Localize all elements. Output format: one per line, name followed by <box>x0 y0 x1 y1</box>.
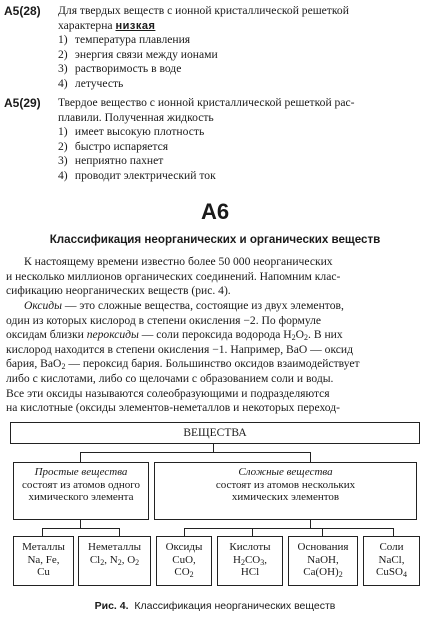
option-label: имеет высокую плотность <box>74 125 205 139</box>
question-text <box>58 96 424 125</box>
text-fragment: — пероксид бария. Большинство оксидов взаимодействует <box>65 357 360 371</box>
box-examples: Na, Fe, Cu <box>27 553 60 578</box>
root-label: ВЕЩЕСТВА <box>183 427 247 439</box>
box-title: Соли <box>379 541 404 553</box>
subscript: 2 <box>338 570 343 579</box>
answer-option <box>58 48 424 63</box>
subscript: 3 <box>260 557 265 567</box>
option-number: 3) <box>58 154 68 168</box>
box-examples <box>90 554 139 566</box>
formula: H <box>233 553 241 566</box>
box-title: Простые вещества <box>34 466 128 478</box>
option-label: быстро испаряется <box>74 139 169 153</box>
caption-text: Классификация неорганических веществ <box>134 600 336 612</box>
connector-line <box>310 452 311 462</box>
formula: NaCl, <box>378 553 405 566</box>
connector-line <box>393 528 394 536</box>
text-line: сификацию неорганических веществ (рис. 4). <box>6 284 231 298</box>
answer-option <box>58 77 424 92</box>
option-label: энергия связи между ионами <box>74 47 218 61</box>
connector-line <box>184 528 185 536</box>
paragraph-intro <box>6 255 424 299</box>
subscript: 2 <box>291 333 296 343</box>
caption-label: Рис. 4. <box>94 600 129 612</box>
formula: CO <box>174 566 190 578</box>
connector-line <box>213 443 214 452</box>
text-line: на кислотные (оксиды элементов-неметаллов и некоторых переход- <box>6 401 341 415</box>
option-label: растворимость в воде <box>74 62 182 76</box>
connector-line <box>42 528 43 536</box>
option-number: 4) <box>58 168 68 182</box>
question-a5-29 <box>4 96 424 184</box>
answer-option <box>58 140 424 155</box>
answer-option <box>58 125 424 140</box>
formula: HCl <box>240 566 260 578</box>
box-title: Неметаллы <box>88 541 141 553</box>
formula: CO <box>244 553 261 566</box>
text-line: Все эти оксиды называются солеобразующими и подразделяются <box>6 386 330 400</box>
paragraph-oxides <box>6 299 424 416</box>
option-label: летучесть <box>74 76 124 90</box>
term-peroxides: пероксиды <box>86 328 139 342</box>
subscript: 2 <box>304 333 309 343</box>
term-oxides: Оксиды <box>24 299 63 312</box>
question-text-line: плавили. Полученная жидкость <box>58 110 214 124</box>
box-description: состоят из атомов одного химического элемента <box>22 478 140 503</box>
simple-substances-box <box>13 462 149 520</box>
option-number: 2) <box>58 139 68 153</box>
box-title: Основания <box>297 541 349 553</box>
question-text-line: характерна <box>58 18 113 32</box>
question-number: A5(28) <box>4 4 41 18</box>
text-fragment: . В них <box>308 328 343 342</box>
option-label: температура плавления <box>74 33 191 47</box>
acids-box <box>217 536 283 586</box>
box-title: Оксиды <box>165 541 203 553</box>
bases-box <box>288 536 358 586</box>
option-label: неприятно пахнет <box>74 154 164 168</box>
text-line: К настоящему времени известно более 50 000 неорганических <box>24 255 333 268</box>
formula: Ca(OH) <box>303 566 339 578</box>
nonmetals-box <box>78 536 151 586</box>
question-number: A5(29) <box>4 96 41 110</box>
connector-line <box>252 528 253 536</box>
connector-line <box>310 520 311 528</box>
text-fragment: — соли пероксида водорода H <box>138 328 292 342</box>
box-title: Металлы <box>22 541 65 553</box>
box-title: Сложные вещества <box>238 466 333 478</box>
connector-line <box>119 528 120 536</box>
subscript: 2 <box>240 557 245 567</box>
text-line <box>6 328 343 343</box>
subscript: 2 <box>117 557 122 567</box>
subscript: 2 <box>61 362 66 372</box>
answer-option <box>58 62 424 77</box>
formula: , N <box>104 553 118 566</box>
formula: NaOH, <box>307 553 339 566</box>
connector-line <box>80 520 81 528</box>
formula: CuSO <box>376 566 403 578</box>
question-text-line: Твердое вещество с ионной кристаллической решеткой рас- <box>58 96 355 109</box>
root-box <box>10 422 420 444</box>
question-text <box>58 4 424 33</box>
subscript: 4 <box>402 570 407 579</box>
text-fragment: бария, BaO <box>6 357 62 371</box>
option-label: проводит электрический ток <box>74 168 216 182</box>
connector-line <box>184 528 393 529</box>
formula: Cl <box>89 553 101 566</box>
connector-line <box>42 528 119 529</box>
option-number: 4) <box>58 76 68 90</box>
connector-line <box>322 528 323 536</box>
box-title: Кислоты <box>229 541 271 553</box>
subscript: 2 <box>100 557 105 567</box>
answer-option <box>58 154 424 169</box>
subscript: 2 <box>135 557 140 567</box>
oxides-box <box>156 536 212 586</box>
connector-line <box>80 452 81 462</box>
text-line: — это сложные вещества, состоящие из двух элементов, <box>62 299 344 312</box>
question-a5-28 <box>4 4 424 92</box>
text-line: один из которых кислород в степени окисления −2. По формуле <box>6 313 322 327</box>
subscript: 2 <box>189 570 194 579</box>
option-number: 3) <box>58 62 68 76</box>
option-number: 1) <box>58 125 68 139</box>
text-fragment: O <box>295 328 305 342</box>
answer-option <box>58 33 424 48</box>
text-line: либо с кислотами, либо со щелочами с образованием соли и воды. <box>6 371 334 385</box>
section-title: А6 <box>200 199 230 224</box>
formula: , <box>264 553 267 566</box>
formula: CuO, <box>172 553 196 566</box>
metals-box <box>13 536 74 586</box>
section-subtitle: Классификация неорганических и органических веществ <box>49 233 381 246</box>
box-description: состоят из атомов нескольких химических элементов <box>215 478 356 503</box>
salts-box <box>363 536 420 586</box>
connector-line <box>80 452 310 453</box>
emphasis-word: низкая <box>115 19 156 32</box>
option-number: 1) <box>58 33 68 47</box>
text-line: и несколько миллионов органических соединений. Напомним клас- <box>6 269 341 283</box>
text-line <box>6 357 360 372</box>
text-line: кислород находится в степени окисления −1. Например, BaO — оксид <box>6 342 354 356</box>
classification-diagram <box>0 420 430 600</box>
figure-caption <box>0 599 430 614</box>
option-number: 2) <box>58 47 68 61</box>
answer-option <box>58 169 424 184</box>
text-fragment: оксидам близки <box>6 328 87 342</box>
complex-substances-box <box>154 462 417 520</box>
formula: , O <box>121 553 136 566</box>
question-text-line: Для твердых веществ с ионной кристаллической решеткой <box>58 4 349 17</box>
